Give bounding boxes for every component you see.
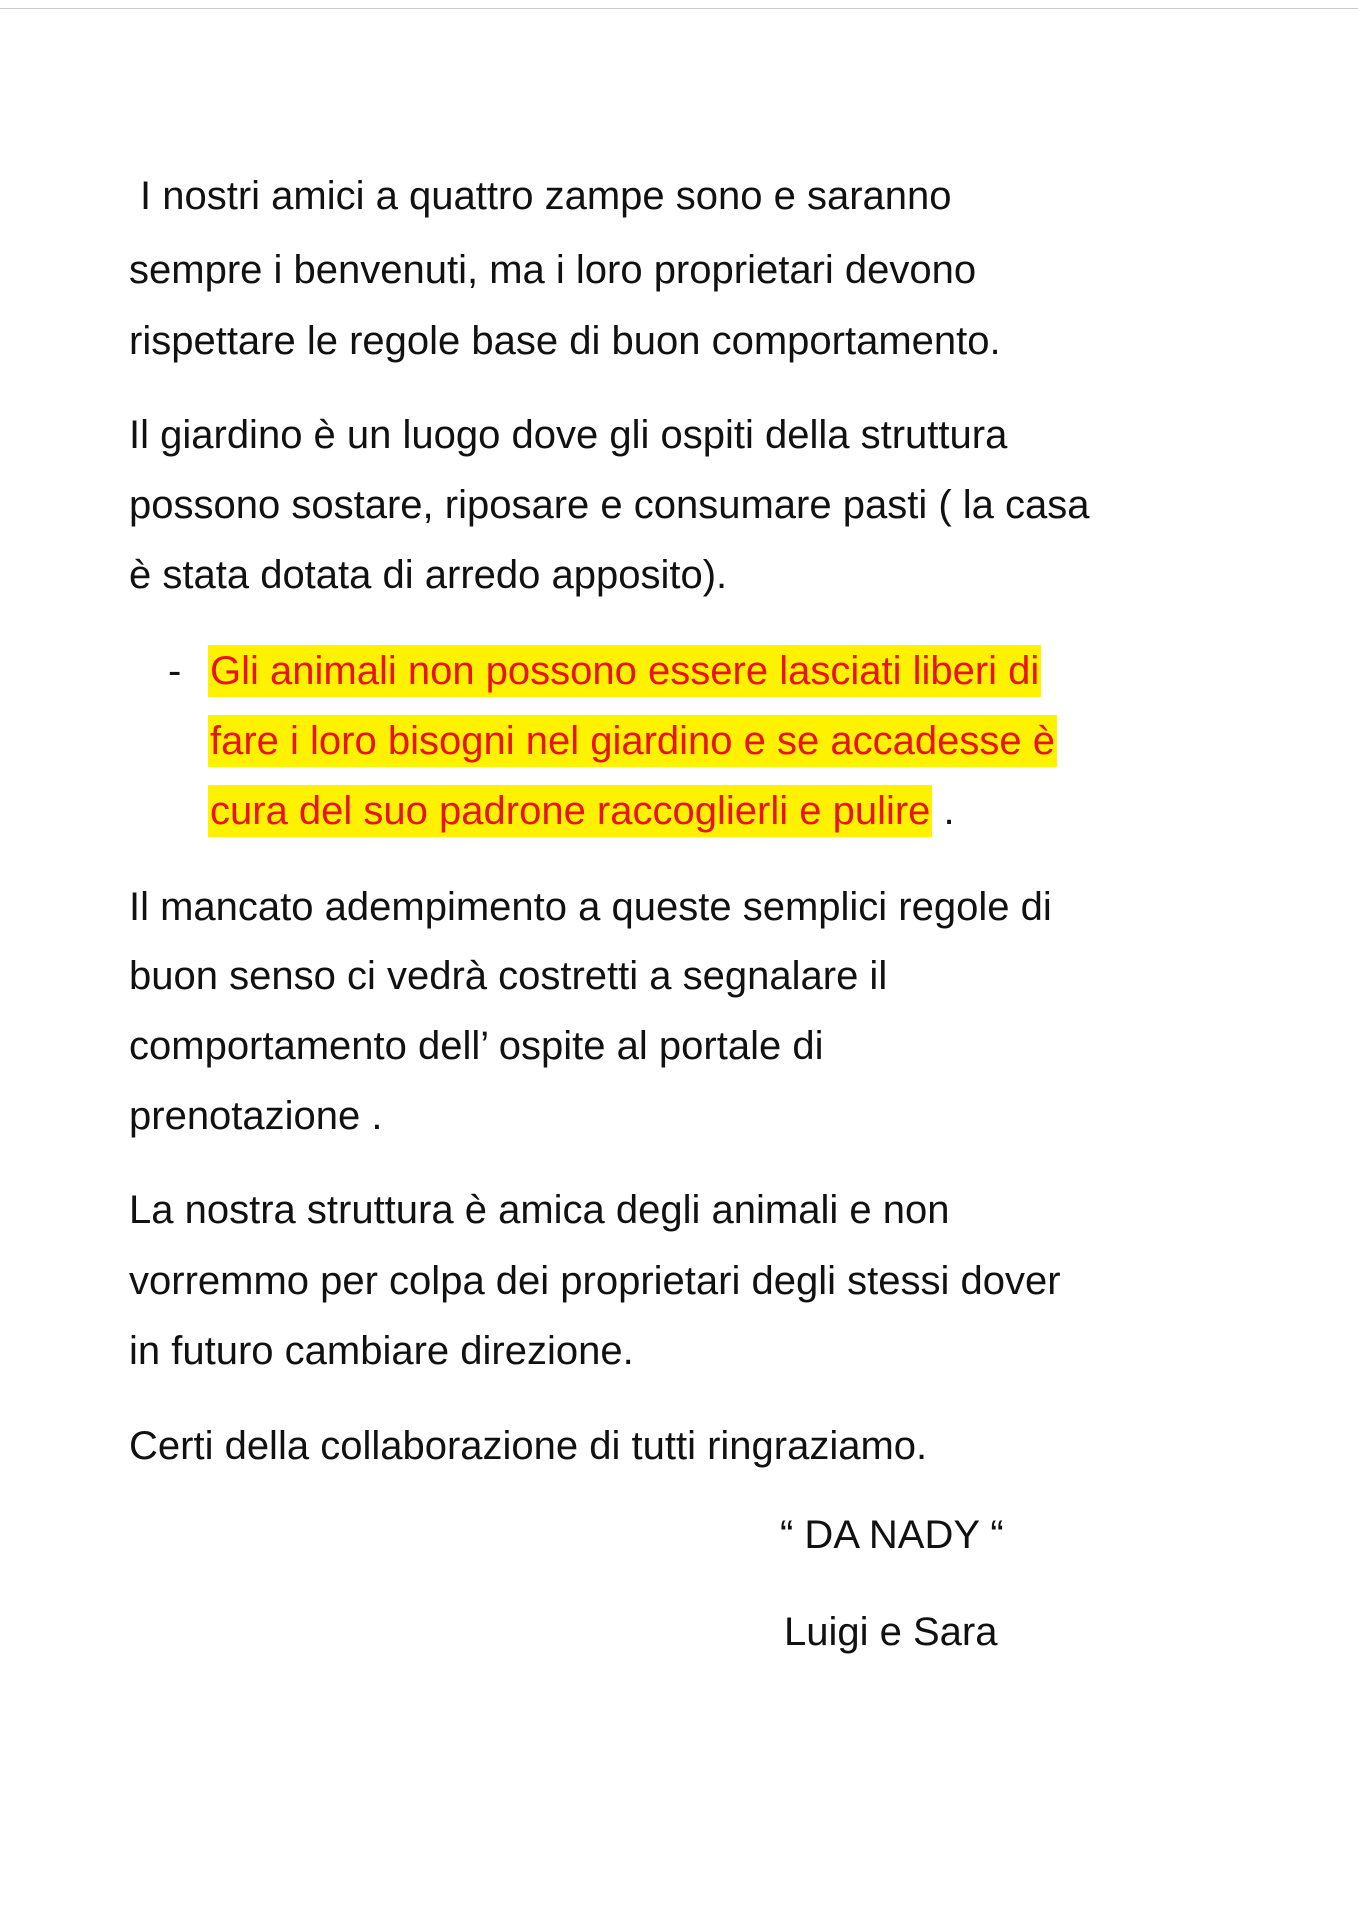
paragraph-4-line: La nostra struttura è amica degli animali e non <box>129 1188 950 1232</box>
paragraph-2-line: possono sostare, riposare e consumare pasti ( la casa <box>129 483 1090 527</box>
scan-edge-line <box>0 8 1358 9</box>
paragraph-1-line: I nostri amici a quattro zampe sono e saranno <box>140 174 952 218</box>
paragraph-1-line: sempre i benvenuti, ma i loro proprietari devono <box>129 248 977 292</box>
closing-line: Certi della collaborazione di tutti ringraziamo. <box>129 1424 928 1468</box>
paragraph-3-line: prenotazione . <box>129 1094 383 1138</box>
paragraph-3-line: comportamento dell’ ospite al portale di <box>129 1024 824 1068</box>
paragraph-2-line: Il giardino è un luogo dove gli ospiti della struttura <box>129 413 1008 457</box>
highlighted-rule-line <box>208 717 1057 765</box>
highlighted-text: cura del suo padrone raccoglierli e pulire <box>208 785 932 837</box>
trailing-period: . <box>943 789 955 833</box>
highlighted-text: Gli animali non possono essere lasciati liberi di <box>208 645 1041 697</box>
signature-people: Luigi e Sara <box>784 1610 998 1654</box>
signature-name: “ DA NADY “ <box>780 1513 1004 1557</box>
paragraph-3-line: Il mancato adempimento a queste semplici regole di <box>129 885 1052 929</box>
paragraph-4-line: vorremmo per colpa dei proprietari degli stessi dover <box>129 1259 1061 1303</box>
paragraph-1-line: rispettare le regole base di buon comportamento. <box>129 319 1001 363</box>
paragraph-3-line: buon senso ci vedrà costretti a segnalare il <box>129 954 888 998</box>
highlighted-rule-line <box>208 787 955 835</box>
paragraph-4-line: in futuro cambiare direzione. <box>129 1329 634 1373</box>
highlighted-text: fare i loro bisogni nel giardino e se accadesse è <box>208 715 1057 767</box>
highlighted-rule-line <box>208 647 1041 695</box>
bullet-marker: - <box>168 649 182 693</box>
paragraph-2-line: è stata dotata di arredo apposito). <box>129 553 728 597</box>
